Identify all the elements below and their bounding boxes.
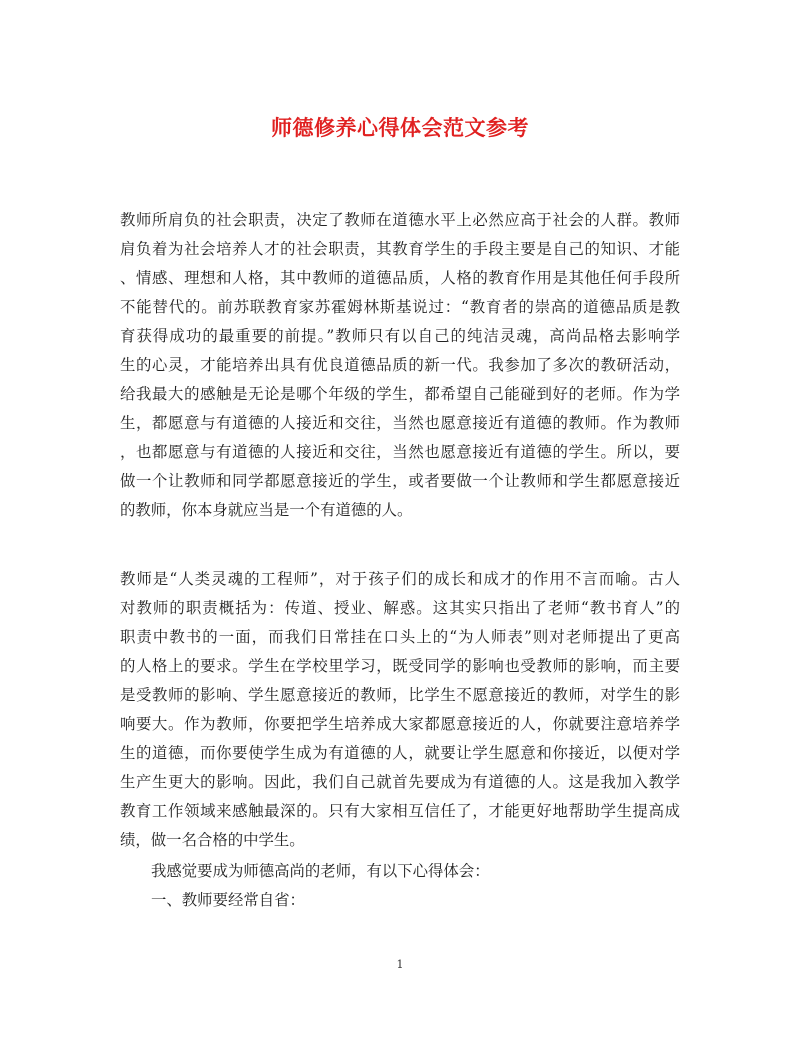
text-line: 教师所肩负的社会职责，决定了教师在道德水平上必然应高于社会的人群。教师 [120,211,680,229]
text-line: 绩，做一名合格的中学生。 [120,831,305,849]
section-heading: 一、教师要经常自省： [151,891,305,909]
text-line: 生产生更大的影响。因此，我们自己就首先要成为有道德的人。这是我加入教学 [120,773,680,791]
text-line: 、情感、理想和人格，其中教师的道德品质，人格的教育作用是其他任何手段所 [120,269,680,287]
page-number: 1 [396,958,404,971]
text-line: 肩负着为社会培养人才的社会职责，其教育学生的手段主要是自己的知识、才能 [120,240,680,258]
text-line: 的教师，你本身就应当是一个有道德的人。 [120,501,413,519]
paragraph-1 [120,206,680,525]
text-line: 的人格上的要求。学生在学校里学习，既受同学的影响也受教师的影响，而主要 [120,657,680,675]
text-line: 教育工作领域来感触最深的。只有大家相互信任了，才能更好地帮助学生提高成 [120,802,680,820]
text-line: 做一个让教师和同学都愿意接近的学生，或者要做一个让教师和学生都愿意接近 [120,472,680,490]
text-line: 育获得成功的最重要的前提。”教师只有以自己的纯洁灵魂，高尚品格去影响学 [120,327,680,345]
text-line: ，也都愿意与有道德的人接近和交往，当然也愿意接近有道德的学生。所以，要 [120,443,680,461]
text-line: 是受教师的影响、学生愿意接近的教师，比学生不愿意接近的教师，对学生的影 [120,686,680,704]
indented-paragraph: 我感觉要成为师德高尚的老师，有以下心得体会： [151,862,490,880]
text-line: 生，都愿意与有道德的人接近和交往，当然也愿意接近有道德的教师。作为教师 [120,414,680,432]
document-title: 师德修养心得体会范文参考 [271,115,529,140]
text-line: 对教师的职责概括为：传道、授业、解惑。这其实只指出了老师“教书育人”的 [120,599,680,617]
text-line: 给我最大的感触是无论是哪个年级的学生，都希望自己能碰到好的老师。作为学 [120,385,680,403]
text-line: 生的道德，而你要使学生成为有道德的人，就要让学生愿意和你接近，以便对学 [120,744,680,762]
text-line: 不能替代的。前苏联教育家苏霍姆林斯基说过：“教育者的崇高的道德品质是教 [120,298,680,316]
paragraph-2 [120,565,680,855]
text-line: 生的心灵，才能培养出具有优良道德品质的新一代。我参加了多次的教研活动， [120,356,680,374]
text-line: 职责中教书的一面，而我们日常挂在口头上的“为人师表”则对老师提出了更高 [120,628,680,646]
document-body [120,206,680,915]
text-line: 教师是“人类灵魂的工程师”，对于孩子们的成长和成才的作用不言而喻。古人 [120,570,680,588]
text-line: 响要大。作为教师，你要把学生培养成大家都愿意接近的人，你就要注意培养学 [120,715,680,733]
paragraph-spacer [120,525,680,565]
